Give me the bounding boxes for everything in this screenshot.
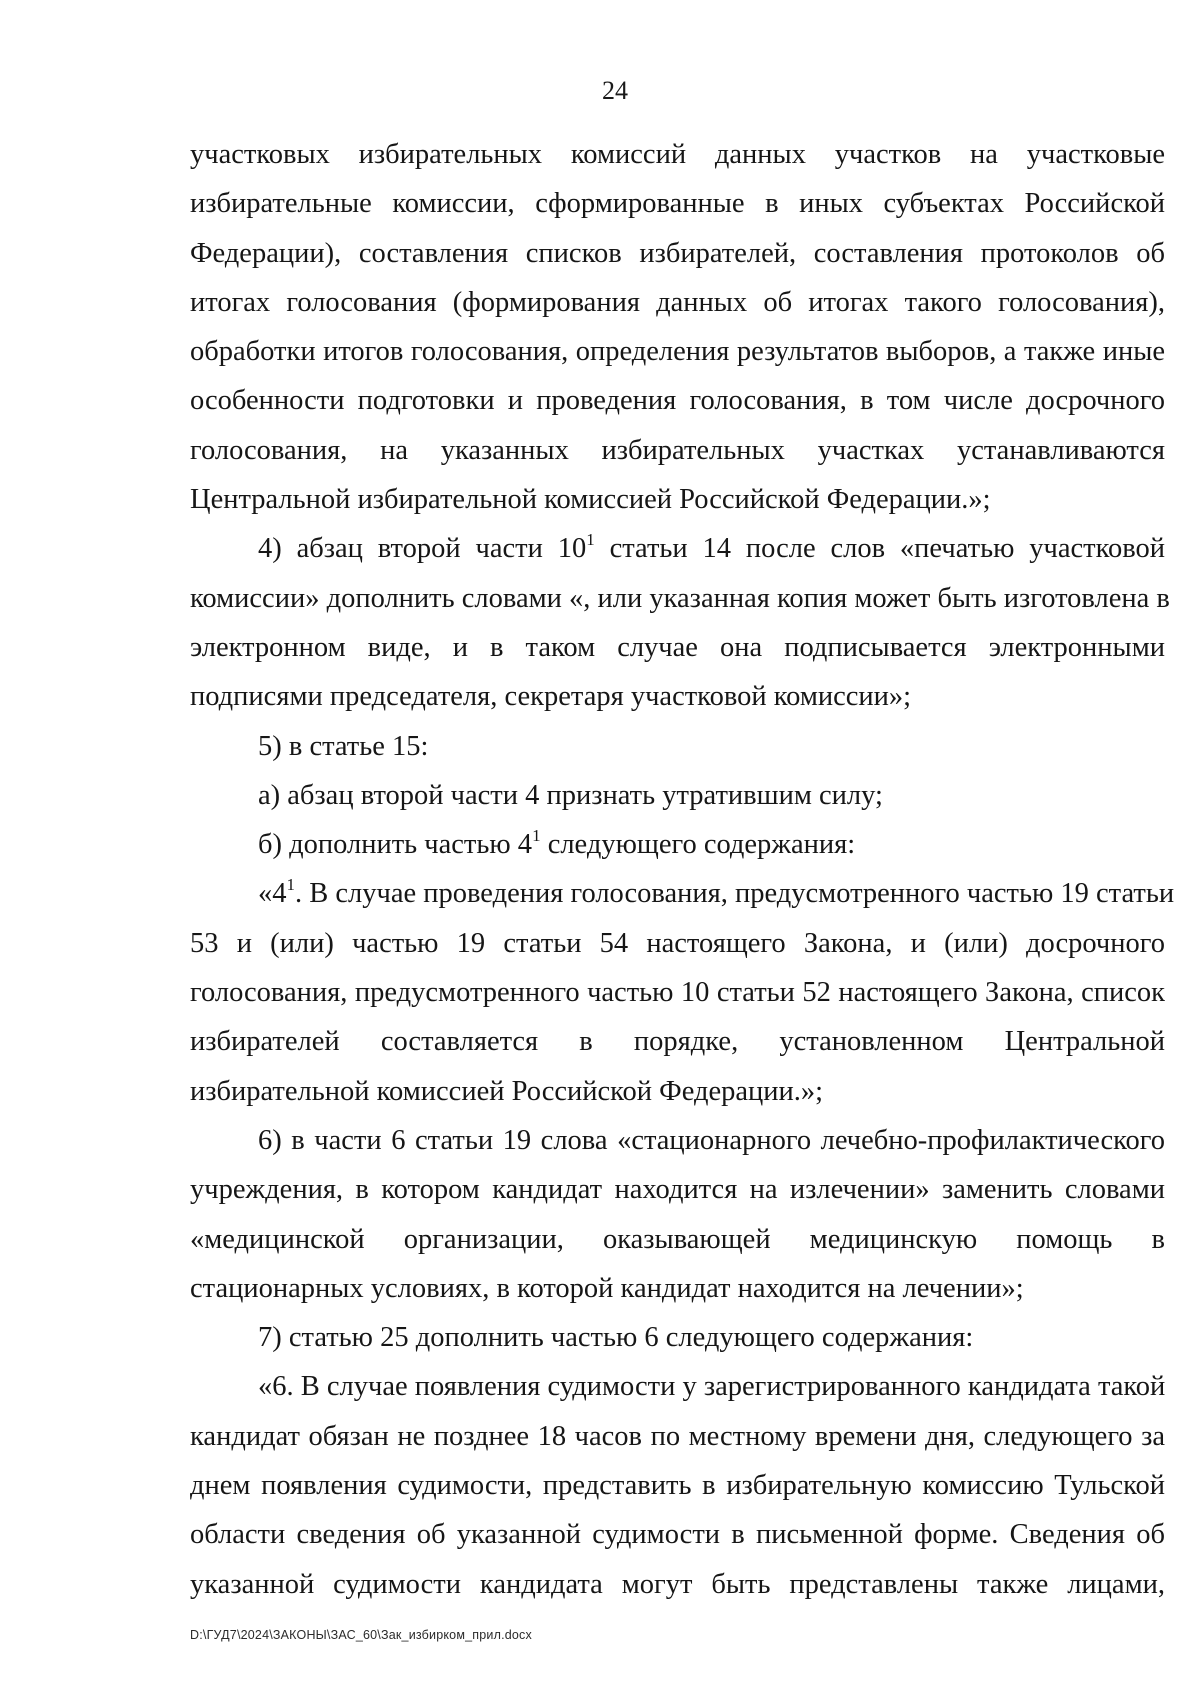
text-line: 5) в статье 15: — [258, 730, 429, 762]
superscript-one: 1 — [286, 874, 295, 894]
superscript-one: 1 — [532, 825, 541, 845]
text-line: «$4^1$. В случае проведения голосования, предусмотренного частью 19 статьи — [258, 874, 1175, 910]
text-line: кандидат обязан не позднее 18 часов по местному времени дня, следующего за — [190, 1420, 1165, 1452]
text-line: б) дополнить частью $4^1$ следующего содержания: — [258, 825, 856, 861]
text-line: избирателей составляется в порядке, установленном Центральной — [190, 1026, 1165, 1058]
text-line: Федерации), составления списков избирателей, составления протоколов об — [190, 237, 1165, 269]
text-line: подписями председателя, секретаря участковой комиссии»; — [190, 681, 912, 713]
text-line: голосования, предусмотренного частью 10 статьи 52 настоящего Закона, список — [190, 977, 1165, 1009]
text-line: Центральной избирательной комиссией Российской Федерации.»; — [190, 484, 991, 516]
text-line: «медицинской организации, оказывающей медицинскую помощь в — [190, 1223, 1165, 1255]
text-line: избирательной комиссией Российской Федерации.»; — [190, 1075, 824, 1107]
file-path-footer: D:\ГУД7\2024\ЗАКОНЫ\ЗАС_60\Зак_избирком_прил.docx — [190, 1628, 532, 1642]
text-line: избирательные комиссии, сформированные в иных субъектах Российской — [190, 188, 1165, 220]
page-number: 24 — [602, 76, 628, 105]
text-line: днем появления судимости, представить в избирательную комиссию Тульской — [190, 1470, 1165, 1502]
text-line: указанной судимости кандидата могут быть представлены также лицами, — [190, 1568, 1165, 1600]
text-line: комиссии» дополнить словами «, или указанная копия может быть изготовлена в — [190, 582, 1170, 614]
text-line: «6. В случае появления судимости у зарегистрированного кандидата такой — [258, 1371, 1166, 1403]
text-line: 53 и (или) частью 19 статьи 54 настоящего Закона, и (или) досрочного — [190, 927, 1165, 959]
superscript-one: 1 — [586, 529, 595, 549]
document-body — [190, 130, 1175, 1609]
text-line: 6) в части 6 статьи 19 слова «стационарного лечебно-профилактического — [258, 1124, 1165, 1156]
text-line: особенности подготовки и проведения голосования, в том числе досрочного — [190, 385, 1165, 417]
text-line: электронном виде, и в таком случае она подписывается электронными — [190, 631, 1165, 663]
text-line: 7) статью 25 дополнить частью 6 следующего содержания: — [258, 1322, 974, 1354]
text-line: области сведения об указанной судимости в письменной форме. Сведения об — [190, 1519, 1165, 1551]
text-line: итогах голосования (формирования данных об итогах такого голосования), — [190, 286, 1165, 318]
text-line: обработки итогов голосования, определения результатов выборов, а также иные — [190, 336, 1165, 368]
text-line: а) абзац второй части 4 признать утратившим силу; — [258, 779, 883, 811]
text-line: учреждения, в котором кандидат находится на излечении» заменить словами — [190, 1174, 1165, 1206]
text-line: 4) абзац второй части $10^1$ статьи 14 после слов «печатью участковой — [258, 529, 1165, 565]
text-line: участковых избирательных комиссий данных участков на участковые — [190, 139, 1165, 170]
text-line: голосования, на указанных избирательных участках устанавливаются — [190, 434, 1165, 466]
text-line: стационарных условиях, в которой кандидат находится на лечении»; — [190, 1272, 1024, 1304]
